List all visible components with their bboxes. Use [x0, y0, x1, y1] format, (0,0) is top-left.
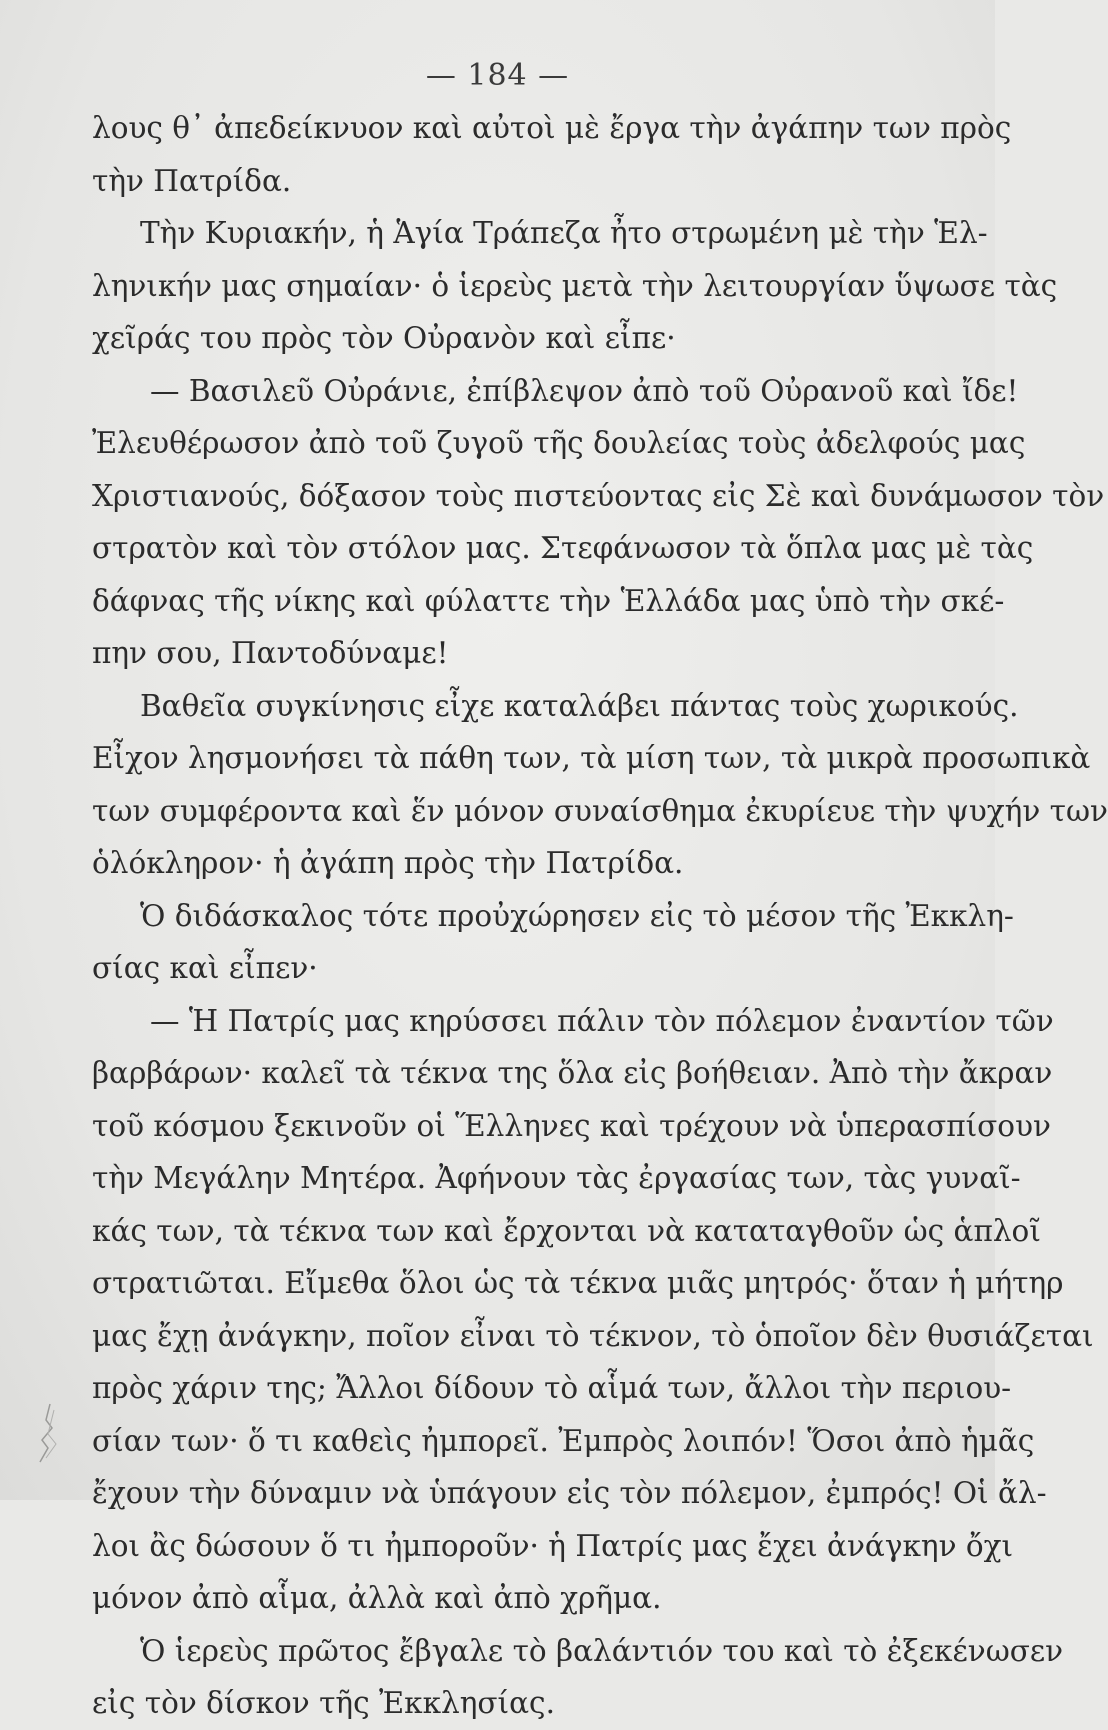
body-text	[92, 102, 1108, 1730]
text-line: τὴν Πατρίδα.	[92, 163, 292, 198]
text-line: τοῦ κόσμου ξεκινοῦν οἱ Ἕλληνες καὶ τρέχουν νὰ ὑπερασπίσουν	[92, 1108, 1051, 1143]
text-line: κάς των, τὰ τέκνα των καὶ ἔρχονται νὰ καταταγθοῦν ὡς ἁπλοῖ	[92, 1213, 1041, 1248]
text-line: Εἶχον λησμονήσει τὰ πάθη των, τὰ μίση των, τὰ μικρὰ προσωπικὰ	[92, 741, 1091, 775]
text-line: στρατιῶται. Εἴμεθα ὅλοι ὡς τὰ τέκνα μιᾶς μητρός· ὅταν ἡ μήτηρ	[92, 1266, 1064, 1300]
text-line: των συμφέροντα καὶ ἕν μόνον συναίσθημα ἐκυρίευε τὴν ψυχήν των	[92, 793, 1108, 828]
page-number: — 184 —	[425, 58, 570, 93]
text-line: — Ἡ Πατρίς μας κηρύσσει πάλιν τὸν πόλεμον ἐναντίον τῶν	[150, 1003, 1054, 1038]
text-line: πρὸς χάριν της; Ἄλλοι δίδουν τὸ αἷμά των, ἄλλοι τὴν περιου-	[92, 1371, 1012, 1405]
ink-smudge-mark	[28, 1400, 68, 1470]
text-line: ληνικήν μας σημαίαν· ὁ ἱερεὺς μετὰ τὴν λειτουργίαν ὕψωσε τὰς	[92, 268, 1058, 303]
text-line: δάφνας τῆς νίκης καὶ φύλαττε τὴν Ἑλλάδα μας ὑπὸ τὴν σκέ-	[92, 583, 1005, 618]
text-line: λους θ᾽ ἀπεδείκνυον καὶ αὐτοὶ μὲ ἔργα τὴν ἀγάπην των πρὸς	[92, 111, 1012, 145]
text-line: ὁλόκληρον· ἡ ἀγάπη πρὸς τὴν Πατρίδα.	[92, 846, 684, 880]
text-line: στρατὸν καὶ τὸν στόλον μας. Στεφάνωσον τὰ ὅπλα μας μὲ τὰς	[92, 531, 1034, 565]
text-line: Χριστιανούς, δόξασον τοὺς πιστεύοντας εἰς Σὲ καὶ δυνάμωσον τὸν	[92, 478, 1105, 513]
text-line: εἰς τὸν δίσκον τῆς Ἐκκλησίας.	[92, 1686, 555, 1720]
text-line: πην σου, Παντοδύναμε!	[92, 636, 449, 670]
text-line: σίας καὶ εἶπεν·	[92, 951, 318, 985]
text-line: μας ἔχῃ ἀνάγκην, ποῖον εἶναι τὸ τέκνον, τὸ ὁποῖον δὲν θυσιάζεται	[92, 1318, 1094, 1353]
text-line: βαρβάρων· καλεῖ τὰ τέκνα της ὅλα εἰς βοήθειαν. Ἀπὸ τὴν ἄκραν	[92, 1056, 1053, 1090]
text-line: χεῖράς του πρὸς τὸν Οὐρανὸν καὶ εἶπε·	[92, 321, 676, 355]
text-line: — Βασιλεῦ Οὐράνιε, ἐπίβλεψον ἀπὸ τοῦ Οὐρανοῦ καὶ ἴδε!	[150, 373, 1019, 408]
text-line: ἔχουν τὴν δύναμιν νὰ ὑπάγουν εἰς τὸν πόλεμον, ἐμπρός! Οἱ ἄλ-	[92, 1476, 1047, 1510]
text-line: τὴν Μεγάλην Μητέρα. Ἀφήνουν τὰς ἐργασίας των, τὰς γυναῖ-	[92, 1161, 1021, 1195]
text-line: Ὁ ἱερεὺς πρῶτος ἔβγαλε τὸ βαλάντιόν του καὶ τὸ ἐξεκένωσεν	[140, 1633, 1064, 1668]
text-line: Τὴν Κυριακήν, ἡ Ἁγία Τράπεζα ἦτο στρωμένη μὲ τὴν Ἑλ-	[140, 216, 988, 250]
text-line: σίαν των· ὅ τι καθεὶς ἠμπορεῖ. Ἐμπρὸς λοιπόν! Ὅσοι ἀπὸ ἡμᾶς	[92, 1423, 1035, 1458]
text-line: Ἐλευθέρωσον ἀπὸ τοῦ ζυγοῦ τῆς δουλείας τοὺς ἀδελφούς μας	[92, 426, 1026, 460]
text-line: λοι ἂς δώσουν ὅ τι ἠμποροῦν· ἡ Πατρίς μας ἔχει ἀνάγκην ὄχι	[92, 1528, 1014, 1563]
text-line: Βαθεῖα συγκίνησις εἶχε καταλάβει πάντας τοὺς χωρικούς.	[140, 688, 1019, 723]
text-line: μόνον ἀπὸ αἷμα, ἀλλὰ καὶ ἀπὸ χρῆμα.	[92, 1581, 662, 1615]
text-line: Ὁ διδάσκαλος τότε προὐχώρησεν εἰς τὸ μέσον τῆς Ἐκκλη-	[140, 898, 1014, 933]
